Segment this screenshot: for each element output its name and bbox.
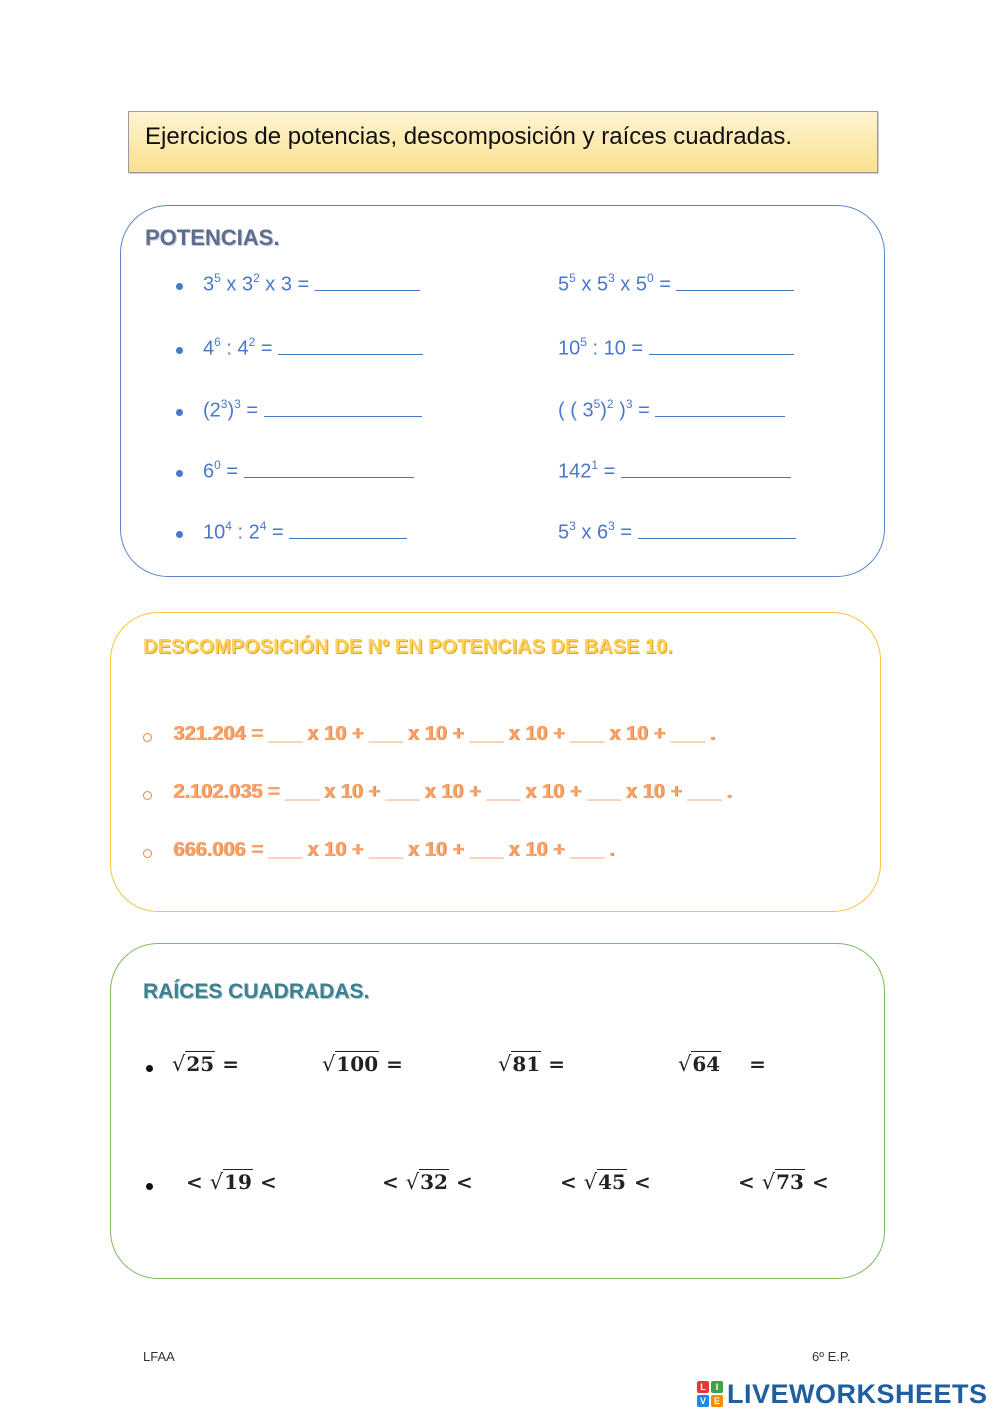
sqrt-icon: √ — [498, 1052, 512, 1076]
list-bullet — [146, 1183, 153, 1190]
sqrt-icon: √ — [678, 1052, 692, 1076]
answer-blank[interactable] — [289, 522, 407, 539]
sqrt-19-exercise: < √19 < — [186, 1170, 277, 1194]
sqrt-64-exercise: √64 = — [678, 1052, 766, 1076]
list-bullet — [176, 531, 183, 538]
logo-icon: L I V E — [697, 1381, 723, 1407]
potencia-exercise-left-4: $6^0$ = — [203, 459, 414, 484]
potencia-exercise-right-3: ( ( $3^5)^2$ )$^3$ = — [558, 398, 785, 423]
answer-blank[interactable] — [649, 338, 794, 355]
sqrt-icon: √ — [761, 1170, 776, 1194]
answer-blank[interactable] — [278, 338, 423, 355]
descomposicion-title: DESCOMPOSICIÓN DE Nº EN POTENCIAS DE BASE 10. — [143, 636, 673, 658]
answer-blank[interactable] — [244, 461, 414, 478]
potencia-exercise-left-2: $4^6$ : $4^2$ = — [203, 336, 423, 361]
potencia-exercise-right-2: $10^5$ : 10 = — [558, 336, 794, 361]
potencia-exercise-right-4: $142^1$ = — [558, 459, 791, 484]
answer-blank[interactable] — [264, 400, 422, 417]
descomposicion-line-1: 321.204 = ___ x 10 + ___ x 10 + ___ x 10 + ___ x 10 + ___ . — [173, 723, 716, 745]
sqrt-icon: √ — [209, 1170, 224, 1194]
list-bullet — [176, 283, 183, 290]
sqrt-25-exercise: √25 = — [172, 1052, 239, 1076]
list-bullet — [143, 791, 152, 800]
potencia-exercise-left-3: $(2^3)^3$ = — [203, 398, 422, 423]
list-bullet — [176, 470, 183, 477]
sqrt-81-exercise: √81 = — [498, 1052, 565, 1076]
footer-author: LFAA — [143, 1349, 175, 1364]
sqrt-45-exercise: < √45 < — [560, 1170, 651, 1194]
answer-blank[interactable] — [315, 274, 420, 291]
sqrt-icon: √ — [405, 1170, 420, 1194]
list-bullet — [143, 733, 152, 742]
list-bullet — [176, 347, 183, 354]
potencias-title: POTENCIAS. — [145, 225, 280, 250]
sqrt-73-exercise: < √73 < — [738, 1170, 829, 1194]
sqrt-icon: √ — [583, 1170, 598, 1194]
answer-blank[interactable] — [638, 522, 796, 539]
worksheet-title-box — [128, 111, 878, 173]
potencia-exercise-left-5: $10^4$ : $2^4$ = — [203, 520, 407, 545]
answer-blank[interactable] — [655, 400, 785, 417]
footer-grade: 6º E.P. — [812, 1349, 851, 1364]
answer-blank[interactable] — [621, 461, 791, 478]
list-bullet — [143, 849, 152, 858]
potencia-exercise-right-1: $5^5$ x $5^3$ x $5^0$ = — [558, 272, 794, 297]
sqrt-icon: √ — [322, 1052, 336, 1076]
worksheet-title: Ejercicios de potencias, descomposición y raíces cuadradas. — [145, 123, 792, 150]
potencia-exercise-right-5: $5^3$ x $6^3$ = — [558, 520, 796, 545]
raices-title: RAÍCES CUADRADAS. — [143, 980, 370, 1003]
liveworksheets-logo[interactable] — [697, 1379, 988, 1409]
sqrt-icon: √ — [172, 1052, 186, 1076]
answer-blank[interactable] — [676, 274, 794, 291]
sqrt-100-exercise: √100 = — [322, 1052, 403, 1076]
descomposicion-line-2: 2.102.035 = ___ x 10 + ___ x 10 + ___ x 10 + ___ x 10 + ___ . — [173, 781, 732, 803]
list-bullet — [176, 409, 183, 416]
logo-text: LIVEWORKSHEETS — [727, 1378, 988, 1409]
list-bullet — [146, 1065, 153, 1072]
sqrt-32-exercise: < √32 < — [382, 1170, 473, 1194]
descomposicion-line-3: 666.006 = ___ x 10 + ___ x 10 + ___ x 10 + ___ . — [173, 839, 615, 861]
potencia-exercise-left-1: $3^5$ x $3^2$ x 3 = — [203, 272, 420, 297]
